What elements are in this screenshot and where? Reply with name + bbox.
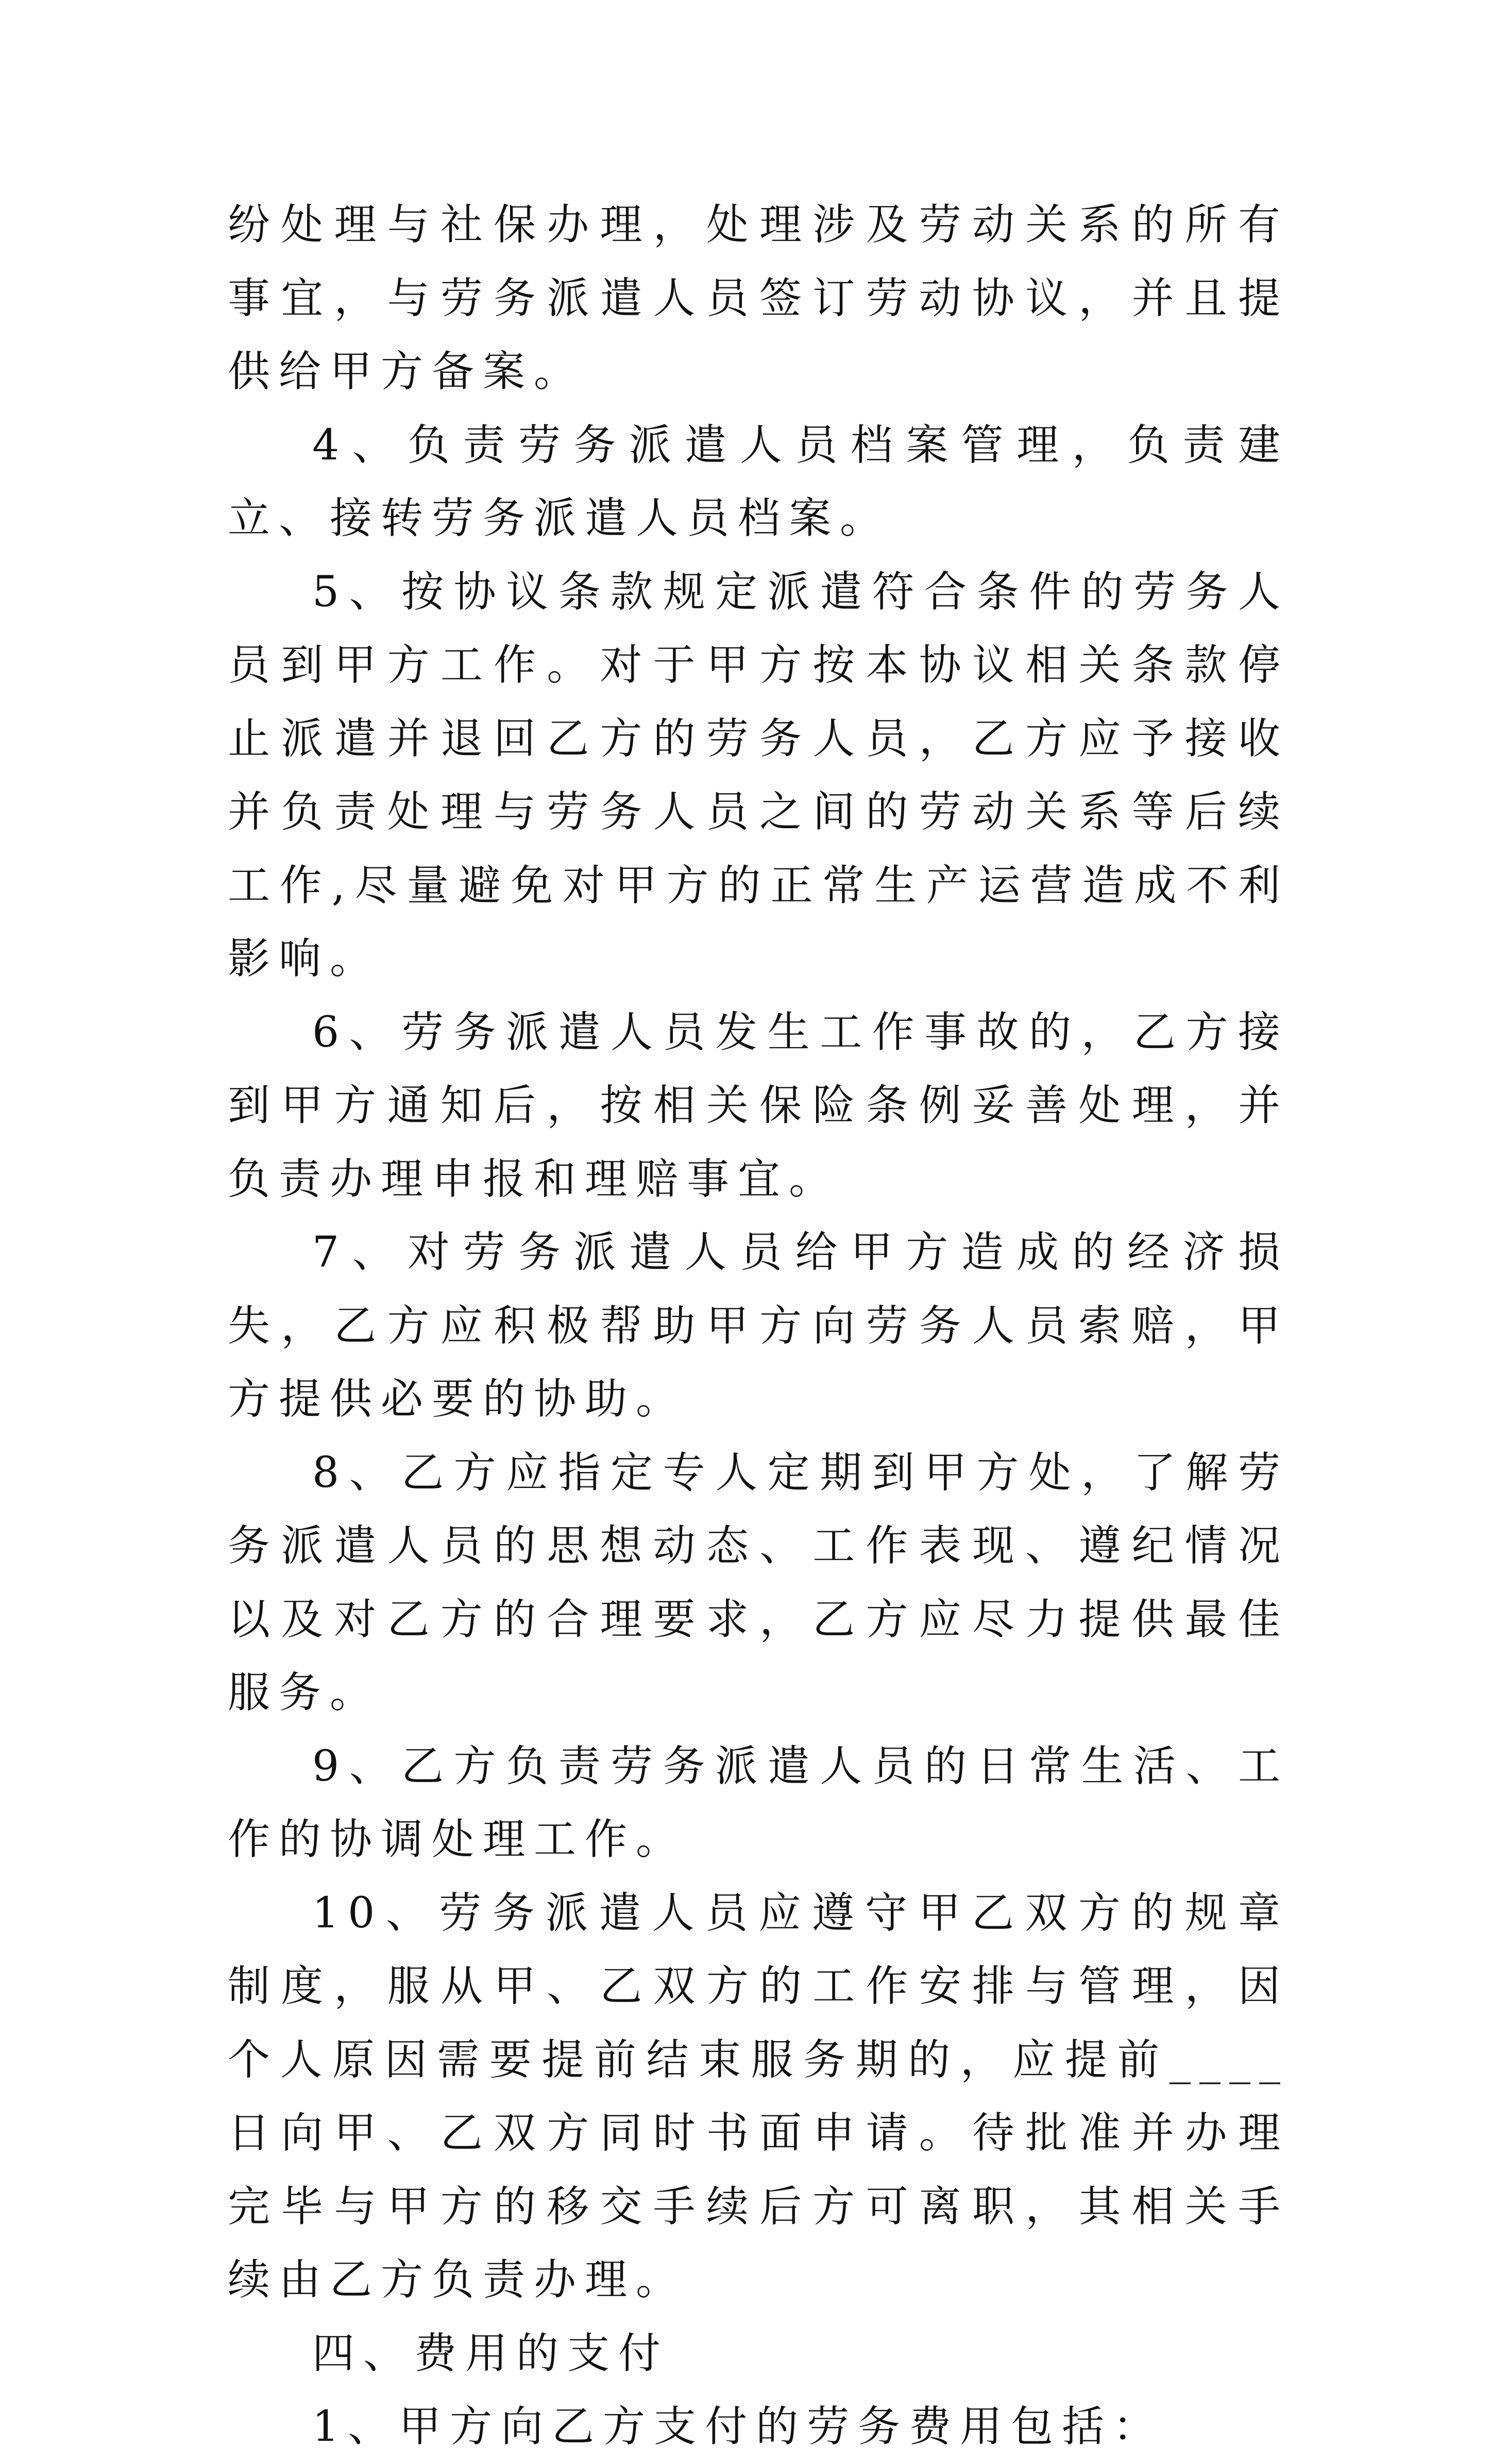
paragraph-item-9: 9、乙方负责劳务派遣人员的日常生活、工作的协调处理工作。 [228,1741,1289,1864]
paragraph-item-10: 10、劳务派遣人员应遵守甲乙双方的规章制度，服从甲、乙双方的工作安排与管理，因个人原因需要提前结束服务期的，应提前____日向甲、乙双方同时书面申请。待批准并办理完毕与甲方的移交手续后方可离职，其相关手续由乙方负责办理。 [228,1888,1289,2304]
paragraph-item-4: 4、负责劳务派遣人员档案管理，负责建立、接转劳务派遣人员档案。 [228,420,1289,543]
paragraph-payment-item-1: 1、甲方向乙方支付的劳务费用包括： [312,2402,1164,2451]
paragraph-item-6: 6、劳务派遣人员发生工作事故的，乙方接到甲方通知后，按相关保险条例妥善处理，并负责办理申报和理赔事宜。 [228,1007,1289,1204]
paragraph-item-5: 5、按协议条款规定派遣符合条件的劳务人员到甲方工作。对于甲方按本协议相关条款停止派遣并退回乙方的劳务人员，乙方应予接收并负责处理与劳务人员之间的劳动关系等后续工作,尽量避免对甲方的正常生产运营造成不利影响。 [228,567,1289,983]
paragraph-continuation: 纷处理与社保办理，处理涉及劳动关系的所有事宜，与劳务派遣人员签订劳动协议，并且提供给甲方备案。 [228,200,1289,396]
paragraph-item-7: 7、对劳务派遣人员给甲方造成的经济损失，乙方应积极帮助甲方向劳务人员索赔，甲方提供必要的协助。 [228,1228,1289,1424]
document-body [228,189,1289,2464]
section-heading-payment: 四、费用的支付 [312,2329,670,2378]
paragraph-item-8: 8、乙方应指定专人定期到甲方处，了解劳务派遣人员的思想动态、工作表现、遵纪情况以及对乙方的合理要求，乙方应尽力提供最佳服务。 [228,1448,1289,1717]
